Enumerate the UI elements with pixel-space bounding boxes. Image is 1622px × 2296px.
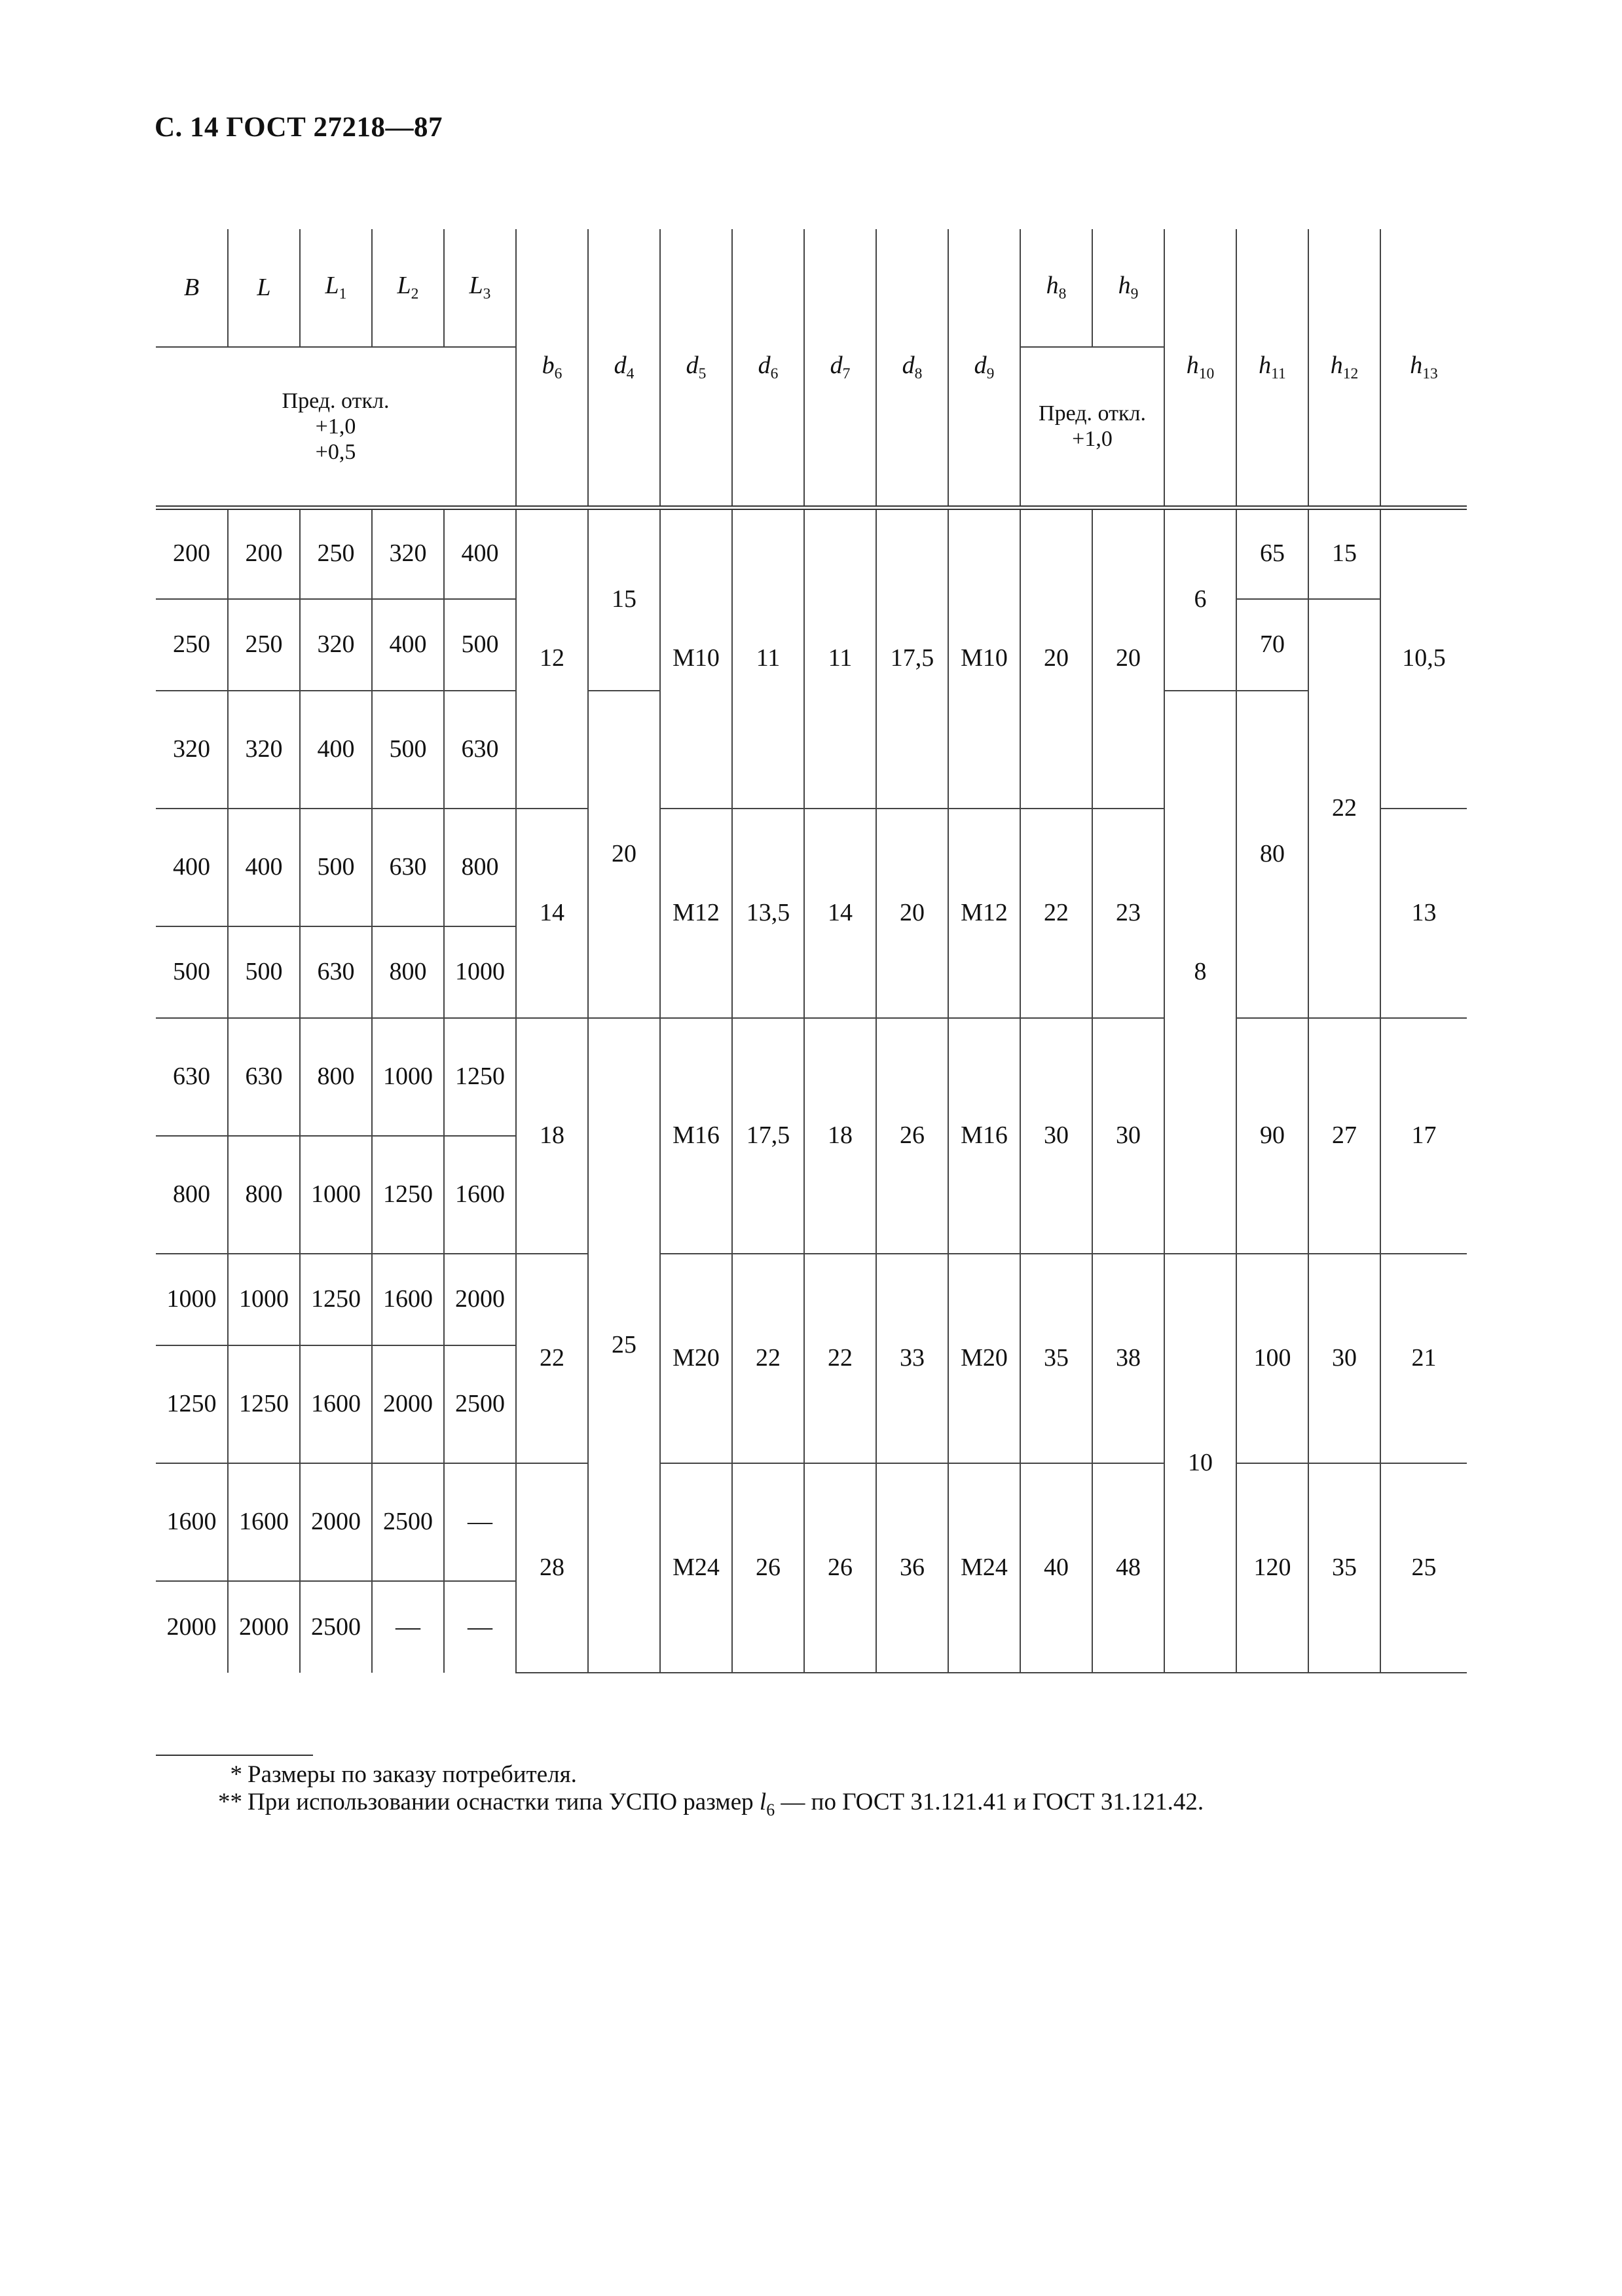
cell-d6: 13,5 (732, 809, 804, 1018)
cell: 800 (372, 926, 444, 1018)
cell: 2000 (300, 1463, 372, 1581)
footnote-text: Размеры по заказу потребителя. (248, 1761, 577, 1788)
cell: 630 (444, 691, 516, 809)
cell: 1000 (372, 1018, 444, 1136)
cell-d4: 25 (588, 1018, 660, 1673)
tolerance-right: Пред. откл. +1,0 (1020, 347, 1164, 507)
cell-d8: 36 (876, 1463, 948, 1673)
cell-b6: 12 (516, 507, 588, 809)
cell: 2000 (156, 1581, 228, 1673)
cell: 800 (444, 809, 516, 926)
cell-d6: 22 (732, 1254, 804, 1463)
cell-h12: 30 (1308, 1254, 1380, 1463)
cell-h11: 65 (1236, 507, 1308, 599)
cell-h9: 23 (1092, 809, 1164, 1018)
col-header-b6: $b_6$ (516, 229, 588, 507)
cell-h13: 17 (1380, 1018, 1467, 1254)
cell: 1600 (228, 1463, 300, 1581)
cell-h8: 20 (1020, 507, 1092, 809)
cell: 1000 (156, 1254, 228, 1345)
cell: 1250 (156, 1345, 228, 1463)
cell: 1250 (444, 1018, 516, 1136)
cell-h12: 22 (1308, 599, 1380, 1018)
cell: 1600 (156, 1463, 228, 1581)
cell-h8: 35 (1020, 1254, 1092, 1463)
col-header-h11: $h_{11}$ (1236, 229, 1308, 507)
cell: 2500 (300, 1581, 372, 1673)
col-header-d7: $d_7$ (804, 229, 876, 507)
col-header-d5: $d_5$ (660, 229, 732, 507)
footnote-text: При использовании оснастки типа УСПО размер (248, 1789, 754, 1815)
cell-d5: М20 (660, 1254, 732, 1463)
cell-h10: 6 (1164, 507, 1236, 691)
cell: 500 (228, 926, 300, 1018)
dimensions-table (156, 229, 1467, 1673)
cell: 800 (156, 1136, 228, 1254)
table-row (156, 1254, 1467, 1345)
cell: 200 (228, 507, 300, 599)
cell: 2000 (228, 1581, 300, 1673)
cell: 800 (300, 1018, 372, 1136)
cell: 400 (228, 809, 300, 926)
cell: 630 (372, 809, 444, 926)
cell-h9: 30 (1092, 1018, 1164, 1254)
cell-d9: М16 (948, 1018, 1020, 1254)
cell-d9: М20 (948, 1254, 1020, 1463)
cell-b6: 22 (516, 1254, 588, 1463)
col-header-L2: $L_2$ (372, 229, 444, 347)
cell-d4: 15 (588, 507, 660, 691)
col-header-h12: $h_{12}$ (1308, 229, 1380, 507)
cell: 1000 (300, 1136, 372, 1254)
col-header-L: L (228, 229, 300, 347)
cell-h11: 100 (1236, 1254, 1308, 1463)
cell: 630 (228, 1018, 300, 1136)
table-row (156, 507, 1467, 599)
cell: 630 (156, 1018, 228, 1136)
cell-h11: 80 (1236, 691, 1308, 1018)
col-header-h10: $h_{10}$ (1164, 229, 1236, 507)
cell: 500 (372, 691, 444, 809)
cell-h13: 10,5 (1380, 507, 1467, 809)
cell-d7: 14 (804, 809, 876, 1018)
col-header-h8: $h_8$ (1020, 229, 1092, 347)
cell-d9: М12 (948, 809, 1020, 1018)
footnotes (196, 1761, 1204, 1824)
cell-h9: 48 (1092, 1463, 1164, 1673)
cell: 630 (300, 926, 372, 1018)
tolerance-left: Пред. откл. +1,0 +0,5 (156, 347, 516, 507)
col-header-d8: $d_8$ (876, 229, 948, 507)
cell-d8: 33 (876, 1254, 948, 1463)
cell-d8: 17,5 (876, 507, 948, 809)
footnote-mark: ** (218, 1789, 242, 1815)
cell-d7: 22 (804, 1254, 876, 1463)
cell: 250 (156, 599, 228, 691)
cell-b6: 14 (516, 809, 588, 1018)
cell: 320 (300, 599, 372, 691)
cell-d5: М16 (660, 1018, 732, 1254)
cell-d7: 26 (804, 1463, 876, 1673)
cell-h9: 38 (1092, 1254, 1164, 1463)
cell: 200 (156, 507, 228, 599)
col-header-d4: $d_4$ (588, 229, 660, 507)
cell: 2500 (444, 1345, 516, 1463)
table-row (156, 1018, 1467, 1136)
cell-b6: 28 (516, 1463, 588, 1673)
col-header-B: B (156, 229, 228, 347)
cell: 500 (156, 926, 228, 1018)
cell-d4: 20 (588, 691, 660, 1018)
cell: 1000 (444, 926, 516, 1018)
cell-d6: 17,5 (732, 1018, 804, 1254)
cell: 500 (300, 809, 372, 926)
col-header-h13: $h_{13}$ (1380, 229, 1467, 507)
cell: 2000 (444, 1254, 516, 1345)
cell-d8: 20 (876, 809, 948, 1018)
cell-h10: 8 (1164, 691, 1236, 1254)
cell-h12: 35 (1308, 1463, 1380, 1673)
cell-d8: 26 (876, 1018, 948, 1254)
cell: 1600 (300, 1345, 372, 1463)
cell: 2500 (372, 1463, 444, 1581)
cell: 320 (228, 691, 300, 809)
cell-h11: 70 (1236, 599, 1308, 691)
cell-b6: 18 (516, 1018, 588, 1254)
cell: 250 (228, 599, 300, 691)
cell: 400 (444, 507, 516, 599)
footnote-text: — по ГОСТ 31.121.41 и ГОСТ 31.121.42. (781, 1789, 1204, 1815)
footnote-1 (196, 1761, 1204, 1789)
cell-h10: 10 (1164, 1254, 1236, 1673)
cell-h13: 21 (1380, 1254, 1467, 1463)
cell: 1250 (228, 1345, 300, 1463)
cell: 1250 (300, 1254, 372, 1345)
cell: 1250 (372, 1136, 444, 1254)
cell: 400 (156, 809, 228, 926)
cell-d9: М10 (948, 507, 1020, 809)
cell: — (444, 1463, 516, 1581)
cell: 500 (444, 599, 516, 691)
cell: 1000 (228, 1254, 300, 1345)
cell-h11: 90 (1236, 1018, 1308, 1254)
cell: 320 (156, 691, 228, 809)
cell-h9: 20 (1092, 507, 1164, 809)
page-header: С. 14 ГОСТ 27218—87 (155, 112, 443, 143)
col-header-d6: $d_6$ (732, 229, 804, 507)
col-header-L1: $L_1$ (300, 229, 372, 347)
cell-d9: М24 (948, 1463, 1020, 1673)
cell: 250 (300, 507, 372, 599)
cell-h8: 40 (1020, 1463, 1092, 1673)
cell: 1600 (444, 1136, 516, 1254)
col-header-h9: $h_9$ (1092, 229, 1164, 347)
table-row (156, 1463, 1467, 1581)
cell-h8: 22 (1020, 809, 1092, 1018)
footnote-mark: * (230, 1761, 242, 1788)
cell-h13: 25 (1380, 1463, 1467, 1673)
col-header-d9: $d_9$ (948, 229, 1020, 507)
cell-d7: 18 (804, 1018, 876, 1254)
cell-d5: М12 (660, 809, 732, 1018)
cell: 800 (228, 1136, 300, 1254)
footnote-2 (196, 1789, 1204, 1824)
cell-d5: М24 (660, 1463, 732, 1673)
col-header-L3: $L_3$ (444, 229, 516, 347)
cell: 2000 (372, 1345, 444, 1463)
footnote-divider (156, 1755, 313, 1756)
cell-h12: 27 (1308, 1018, 1380, 1254)
cell-h13: 13 (1380, 809, 1467, 1018)
footnote-symbol: $l_6$ (759, 1789, 775, 1820)
cell-h8: 30 (1020, 1018, 1092, 1254)
cell: 400 (372, 599, 444, 691)
cell: 400 (300, 691, 372, 809)
cell-d5: М10 (660, 507, 732, 809)
cell: 1600 (372, 1254, 444, 1345)
cell: — (372, 1581, 444, 1673)
cell-h11: 120 (1236, 1463, 1308, 1673)
cell: 320 (372, 507, 444, 599)
cell-d6: 11 (732, 507, 804, 809)
cell: — (444, 1581, 516, 1673)
cell-d6: 26 (732, 1463, 804, 1673)
cell-d7: 11 (804, 507, 876, 809)
cell-h12: 15 (1308, 507, 1380, 599)
